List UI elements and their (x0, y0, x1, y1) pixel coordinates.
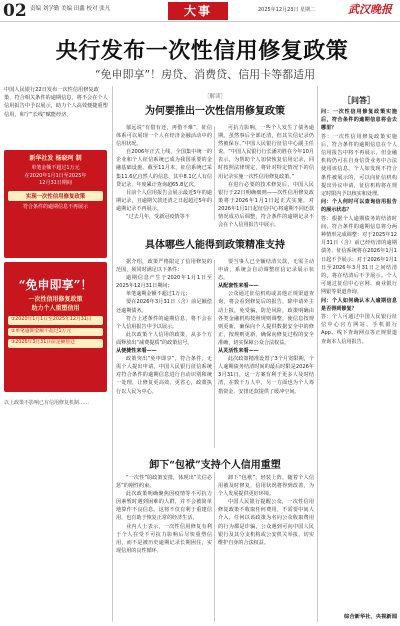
paragraph: 可抗力影响，一些个人发生了债务逾期。虽然事后全部还清，但其失信记录仍然被保存。”中国人民银行征信中心副主任说，“中国人民银行行长潘功胜在今年10月表示，为帮助个人加快恢复信用记录，同时按照法律规定，将针对特定情况下的信用记录实施一次性信用修复政策。” (218, 125, 314, 180)
infographic-title: “免申即享”！ (18, 278, 93, 292)
paragraph: 郁远说“有借有还，再借不难”，征信体系可以展现一个人在经济金融活动中的信用状况。 (116, 125, 212, 148)
infographic-line: 符合条件的逾期信息不再展示 (22, 203, 88, 210)
section-tag: ［解读］ (203, 94, 226, 100)
main-headline: 央行发布一次性信用修复政策 (55, 38, 349, 64)
paragraph: 公众通过征信机构或其他正规渠道查询，将会看到修复后的报告，除申请外主动上报，免受骗，防范风险，政策明确由各类金融机构按照规则调整，使信息按规则更新，确保向个人提供数据安全中的修正，按规则更新，确保向修复过程的安全准确，切实保障公众合法权益。 (218, 291, 314, 346)
paragraph: 要当事人已全额结清欠款，无需主动申请，系统会自动调整征信记录展示状态。 (218, 259, 314, 282)
article-column (218, 258, 314, 448)
column-divider (112, 86, 113, 622)
paragraph-subheading: 从便捷性来看—— (116, 348, 157, 355)
paragraph-subheading: 从配套性来看—— (218, 283, 259, 290)
article-column (116, 258, 212, 448)
editors-line: 责编 刘学勤 美编 田鑫 校对 张凡 (30, 6, 111, 12)
date-line: 2025年12月23日 星期二 (258, 7, 316, 13)
paragraph: 此次政策精准设置了3个月宽限期，个人逾期债务结清时间的最后时限是2026年3月31日，这一方案有利于更多人及时结清，在数千万人中，另一方面也为个人筹措资金、安排还款提供了缓冲空间。 (218, 356, 314, 395)
infographic-highlight: 实现一次性信用修复政策 (8, 191, 103, 201)
infographic-subtitle: 一次性信用修复政策 助力个人重塑信用 (28, 296, 83, 312)
paragraph: 自2006年正式上线，全国集中统一的企业和个人征信系统已成为我国重要的金融基础设施。截至11月末，征信系统已采集11.6亿自然人的信息，其中8.1亿人有信贷记录，年度累计查询超65.8亿次。 (116, 149, 212, 188)
infographic-caption: 以上政策不影响已有信用修复机制…… (4, 400, 90, 406)
qa-question: 问：个人如何确认本人逾期信息是否得到修复？ (321, 297, 397, 312)
infographic-condition: ②单笔逾期金额不超过1万元 (8, 328, 103, 337)
section-heading-why: 为何要推出一次性信用修复政策 (145, 106, 285, 117)
section-tab: 大事 (168, 2, 228, 20)
paragraph: 此次政策个人信用的政策，从多个方面释放出“减费提质”的政策信号。 (116, 331, 212, 346)
infographic-policy (4, 150, 107, 258)
paragraph: 卸下“包袱”，轻装上阵。随着个人信用被及时修复，信用状况将得到改善，为个人发展提供更好环境。 (218, 475, 314, 498)
paragraph: “过去几年，受新冠疫情等不 (126, 214, 190, 221)
qa-heading: ［问答］ (343, 95, 375, 105)
paragraph: 中国人民银行提醒公众，一次性信用修复政策不收取任何费用，不需要中间人介入。任何以该政策为名向公众收取费用的行为都是诈骗，公众遇到可向中国人民银行及其分支机构或公安机关举报，切实维护自身的合法权益。 (218, 499, 314, 546)
section-heading-who: 具体哪些人能得到政策精准支持 (145, 240, 285, 251)
lead-paragraph: 中国人民银行22日发布一次性信用修复政策，符合相关条件的逾期信息，将不会在个人信用报告中予以展示，助力个人高效便捷重塑信用，和宁“长线”赋能经济。 (4, 87, 108, 118)
infographic-line: 12月31日期间 (39, 180, 72, 186)
source-credit: 综合新华社、央视新闻 (344, 614, 397, 620)
paragraph: 逾期信息产生于2020年1月1日至2025年12月31日期间； (116, 275, 212, 290)
column-divider (214, 472, 215, 622)
infographic-condition: ①2020年1月1日至2025年12月31日 (8, 316, 103, 325)
article-column (218, 474, 314, 622)
qa-question: 问：个人何时可以查询信用报告的展示状态？ (321, 199, 397, 214)
paragraph: “一次性”的政策安排，体现出“失信必惩”的刚性约束。 (116, 475, 212, 490)
paragraph-subheading: 从灵活性来看—— (218, 348, 259, 355)
paragraph: 业内人士表示，一次性信用修复有利于个人在受不可抗力影响后尽快重塑信用，而不是被历史逾期记录长期困住，实现信用的良性循环。 (116, 523, 212, 554)
column-divider (214, 260, 215, 448)
infographic-line: 单笔金额不超过1万元 (31, 165, 80, 171)
qa-question: 问：一次性信用修复政策实施后，符合条件的逾期信息将会去哪里？ (321, 109, 397, 132)
section-heading-relief: 卸下“包袱”支持个人信用重塑 (149, 460, 281, 471)
paragraph: 政策突出“免申即享”，符合条件，无需个人提出申请，中国人民银行征信系统对符合条件的逾期信息进行自动识别和统一处理，让修复更高效、更省心，政策执行以人民为中心。 (116, 356, 212, 395)
masthead (0, 0, 400, 22)
paragraph: 要在2026年3月31日（含）前足额偿还逾期债务。 (116, 299, 212, 314)
infographic-line: 在2020年1月1日至2025年 (24, 172, 87, 179)
qa-answer: 答：一次性信用修复政策实施后，符合条件的逾期信息在个人信用报告中将不再展示，但金融机构仍可在自身信贷业务中合法使用该信息。个人如发现不符合条件被展示的，可以向征信机构提出异议申请，征信机构将在规定时限内予以核实和处理。 (321, 133, 397, 198)
paragraph: 据介绍，政策严格限定了信用修复的范围，须同时满足以下条件： (116, 259, 212, 274)
article-column (116, 474, 212, 622)
page-number: 02 (3, 1, 27, 21)
qa-column (321, 108, 397, 608)
column-divider (214, 126, 215, 220)
paragraph: 在进行必要的技术修复后，中国人民银行于22日明确细则——次性信用修复政策将于2026年1月1日起正式实施，对2026年1月1日起征信中心将逾期不同还款情况成功后调整，符合条件的逾期记录不会在个人信用报告中展示。 (218, 181, 314, 229)
qa-answer: 答：根据个人逾期债务的结清时间，符合条件的逾期信息将分两种情形完成调整：对于2025年12月31日（含）前已经结清的逾期债务，征信系统将在2026年1月1日起不予展示；对于2026年1月1日至2026年3月31日之间结清的，将在结清后不予展示。个人可通过征信中心官网、商业银行网银等渠道查询。 (321, 215, 397, 296)
paragraph: 目前个人信用报告会展示最近5年的逾期记录，且逾期欠款还清之日起超过5年的逾期记录不再展示。 (116, 189, 212, 212)
column-divider (317, 86, 318, 622)
infographic-condition: ③2026年3月31日前足额偿还 (8, 339, 103, 348)
infographic-credit: 新华社发 杨晓珂 制 (29, 155, 82, 162)
sub-headline: “免申即享”！房贷、消费贷、信用卡等都适用 (94, 68, 316, 81)
newspaper-logo: 武汉晚报 (348, 3, 392, 16)
paragraph: 此次政策明确聚焦因疫情等不可抗力因素暂时遇到困难的人群，并不会被简单地算作不良信息。这将不仅有利于重建信用，也有助于恢复正常的经济生活。 (116, 491, 212, 522)
article-column (218, 124, 314, 229)
infographic-free-apply (4, 262, 107, 392)
qa-answer: 答：个人可通过中国人民银行征信中心官方网站、手机银行App、线下查询网点等正规渠道查询本人信用报告。 (321, 314, 397, 345)
paragraph: 单笔逾期金额不超过1万元； (126, 291, 191, 298)
paragraph: 符合上述条件的逾期信息，将不会在个人信用报告中予以展示。 (116, 315, 212, 330)
article-column (116, 124, 212, 222)
